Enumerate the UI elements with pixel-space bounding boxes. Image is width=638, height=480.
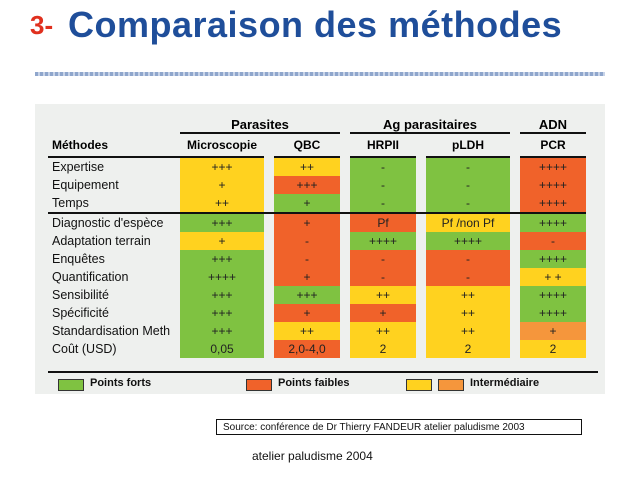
table-row [48,194,586,212]
cell-gap [510,268,520,286]
cell-gap [416,194,426,212]
cell-gap [264,158,274,176]
slide-title: Comparaison des méthodes [68,4,563,45]
slide-number: 3- [30,10,54,40]
table-cell: ++++ [520,286,586,304]
cell-gap [264,250,274,268]
table-cell: +++ [180,212,264,232]
cell-gap [340,250,350,268]
table-cell: ++ [426,286,510,304]
row-label: Equipement [52,178,119,192]
cell-gap [510,340,520,358]
table-cell: ++++ [426,232,510,250]
table-cell: 2 [520,340,586,358]
table-cell: 2,0-4,0 [274,340,340,358]
comparison-table [48,110,586,358]
table-cell: 2 [426,340,510,358]
row-label: Expertise [52,160,105,174]
table-row [48,232,586,250]
title-underline [35,72,605,76]
legend-swatch-mid-yellow [406,379,432,391]
col-header-methodes: Méthodes [48,134,180,158]
table-row [48,158,586,176]
legend-swatch-mid-orange [438,379,464,391]
group-header-parasites: Parasites [180,110,340,134]
table-cell: ++ [274,322,340,340]
cell-gap [416,158,426,176]
table-cell: + [274,212,340,232]
table-cell: ++ [180,194,264,212]
cell-gap [416,212,426,232]
table-cell: - [350,176,416,194]
table-cell: + [274,194,340,212]
cell-gap [510,212,520,232]
cell-gap [264,194,274,212]
table-cell: ++++ [180,268,264,286]
table-cell: + [274,304,340,322]
cell-gap [510,194,520,212]
cell-gap [340,212,350,232]
col-header-microscopie: Microscopie [180,134,264,158]
table-row [48,212,586,232]
cell-gap [264,322,274,340]
table-cell: +++ [180,286,264,304]
cell-gap [510,158,520,176]
group-header-ag: Ag parasitaires [350,110,510,134]
table-cell: +++ [274,286,340,304]
col-header-pldh: pLDH [426,134,510,158]
cell-gap [264,268,274,286]
table-cell: - [520,232,586,250]
table-cell: - [426,250,510,268]
row-label: Standardisation Meth [52,324,171,338]
table-cell: ++++ [520,176,586,194]
cell-gap [264,304,274,322]
table-cell: ++ [350,286,416,304]
row-label: Temps [52,196,89,210]
cell-gap [264,212,274,232]
legend [48,371,598,393]
table-cell: + [180,176,264,194]
table-cell: Pf /non Pf [426,212,510,232]
legend-label-mid: Intermédiaire [470,377,540,389]
table-row [48,176,586,194]
cell-gap [416,268,426,286]
table-cell: ++++ [520,194,586,212]
cell-gap [510,286,520,304]
table-cell: + + [520,268,586,286]
table-cell: ++++ [520,212,586,232]
row-label: Diagnostic d'espèce [48,212,180,232]
cell-gap [340,340,350,358]
row-label: Quantification [52,270,129,284]
cell-gap [416,340,426,358]
table-cell: - [274,232,340,250]
table-cell: + [180,232,264,250]
cell-gap [340,194,350,212]
legend-label-strong: Points forts [90,377,152,389]
source-citation: Source: conférence de Dr Thierry FANDEUR atelier paludisme 2003 [216,419,582,435]
table-cell: 2 [350,340,416,358]
table-cell: - [426,158,510,176]
col-header-pcr: PCR [520,134,586,158]
col-header-qbc: QBC [274,134,340,158]
table-cell: + [520,322,586,340]
table-cell: ++ [426,322,510,340]
cell-gap [264,232,274,250]
table-cell: + [350,304,416,322]
table-row [48,304,586,322]
legend-swatch-strong [58,379,84,391]
group-header-empty [48,110,180,134]
table-row [48,340,586,358]
cell-gap [416,232,426,250]
table-row [48,322,586,340]
table-cell: - [350,158,416,176]
table-cell: - [426,176,510,194]
table-cell: - [426,194,510,212]
table-cell: ++++ [350,232,416,250]
table-cell: - [350,194,416,212]
cell-gap [510,304,520,322]
footer-text: atelier paludisme 2004 [252,449,373,463]
table-cell: - [274,250,340,268]
table-cell: +++ [180,322,264,340]
table-row [48,250,586,268]
cell-gap [510,250,520,268]
cell-gap [510,176,520,194]
cell-gap [340,286,350,304]
cell-gap [510,322,520,340]
cell-gap [340,304,350,322]
table-cell: ++++ [520,250,586,268]
cell-gap [340,158,350,176]
table-cell: +++ [180,250,264,268]
table-row [48,268,586,286]
table-cell: 0,05 [180,340,264,358]
cell-gap [510,232,520,250]
cell-gap [416,176,426,194]
cell-gap [264,340,274,358]
table-cell: +++ [180,158,264,176]
row-label: Coût (USD) [52,342,117,356]
table-cell: ++ [426,304,510,322]
col-header-hrpii: HRPII [350,134,416,158]
legend-swatch-weak [246,379,272,391]
row-label: Enquêtes [52,252,105,266]
table-row [48,286,586,304]
row-label: Sensibilité [52,288,109,302]
table-cell: ++ [274,158,340,176]
table-cell: ++++ [520,304,586,322]
table-cell: ++ [350,322,416,340]
cell-gap [416,286,426,304]
cell-gap [340,268,350,286]
cell-gap [340,232,350,250]
table-cell: ++++ [520,158,586,176]
table-cell: +++ [180,304,264,322]
table-cell: Pf [350,212,416,232]
table-cell: - [426,268,510,286]
table-cell: - [350,268,416,286]
cell-gap [340,176,350,194]
group-header-adn: ADN [520,110,586,134]
table-cell: + [274,268,340,286]
table-cell: +++ [274,176,340,194]
cell-gap [416,304,426,322]
cell-gap [264,176,274,194]
cell-gap [264,286,274,304]
row-label: Spécificité [52,306,109,320]
legend-label-weak: Points faibles [278,377,350,389]
cell-gap [416,250,426,268]
table-cell: - [350,250,416,268]
cell-gap [416,322,426,340]
row-label: Adaptation terrain [52,234,151,248]
table-body [48,158,586,358]
cell-gap [340,322,350,340]
